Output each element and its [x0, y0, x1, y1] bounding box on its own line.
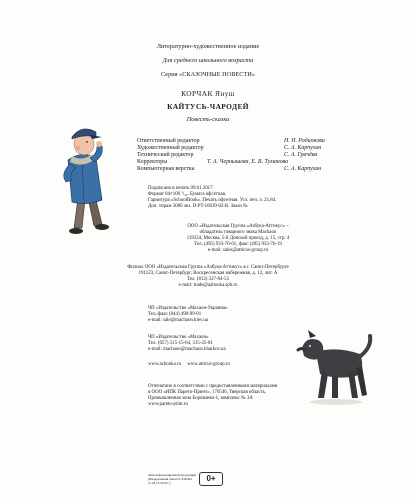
- credit-line: [137, 138, 325, 145]
- dog-illustration: [296, 318, 378, 408]
- age-sign-caption-line: Знак информационной продукции: [148, 473, 196, 477]
- age-sign-caption-line: (Федеральный закон № 436-ФЗ: [148, 477, 192, 482]
- series-name: Серия «СКАЗОЧНЫЕ ПОВЕСТИ»: [161, 71, 255, 78]
- print-line: Гарнитура «SchoolBook». Печать офсетная. Усл. печ. л. 21,84.: [148, 198, 277, 204]
- boy-illustration: [42, 120, 124, 240]
- print-line: Доп. тираж 3000 экз. D-PT-16039-02-R. Заказ №: [148, 204, 248, 210]
- age-note: Для среднего школьного возраста: [162, 57, 254, 64]
- credit-role: Компьютерная верстка: [137, 166, 195, 172]
- ukraine-line: e-mail: sale@machaon.kiev.ua: [148, 318, 208, 324]
- branch-line: 191123, Санкт-Петербург, Воскресенская набережная, д. 12, лит. А: [138, 271, 278, 277]
- credit-name: С. А. Карпухин: [284, 145, 322, 151]
- machaon-line: e-mail: machaon@machaon.kharkov.ua: [148, 347, 226, 353]
- book-title: КАЙТУСЬ-ЧАРОДЕЙ: [167, 102, 249, 111]
- machaon-info: [148, 335, 226, 353]
- printing-line: Отпечатано в соответствии с предоставленными материалами: [148, 384, 278, 389]
- publisher-info: [148, 224, 328, 254]
- credit-line: [137, 166, 321, 173]
- book-genre: Повесть-сказка: [186, 116, 230, 123]
- author-name: КОРЧАК Януш: [181, 89, 235, 98]
- publisher-line: Тел. (495) 933-76-01, факс (495) 933-76-19: [194, 242, 282, 248]
- printing-info: [148, 384, 277, 408]
- publisher-line: 119334, Москва, 5-й Донской проезд, д. 15, стр. 4: [186, 236, 290, 242]
- credit-role: Ответственный редактор: [137, 138, 200, 144]
- machaon-line: Тел. (057) 315-15-64, 315-25-81: [148, 341, 213, 347]
- print-line: Формат 84×100 ¹/₃₂. Бумага офсетная.: [148, 192, 227, 198]
- publisher-line: e-mail: sales@atticus-group.ru: [207, 248, 269, 254]
- edition-type: Литературно-художественное издание: [156, 43, 260, 50]
- credit-name: Т. А. Чернышева, Е. В. Туманова: [207, 159, 289, 165]
- branch-line: e-mail: trade@azbooka.spb.ru: [178, 283, 238, 289]
- machaon-line: ЧП «Издательство «Махаон»: [148, 335, 209, 340]
- publisher-line: обладатель товарного знака Machaon: [199, 230, 277, 236]
- age-sign-caption: [148, 473, 196, 485]
- printing-line: в ООО «ИПК Парето-Принт», 170546, Тверская область,: [148, 390, 267, 396]
- credit-role: Корректоры: [137, 159, 168, 165]
- ukraine-line: Тел./факс (044) 490-99-01: [148, 312, 202, 318]
- credit-role: Художественный редактор: [137, 145, 204, 151]
- credit-name: С. А. Грачёва: [284, 152, 318, 158]
- ukraine-line: ЧП «Издательство «Махаон-Украина»: [148, 306, 228, 311]
- publisher-line: ООО «Издательская Группа «Азбука-Аттикус» –: [187, 224, 289, 229]
- age-rating-badge: 0+: [199, 472, 223, 486]
- print-info: [148, 186, 276, 210]
- credit-role: Технический редактор: [137, 152, 194, 158]
- credit-line: [137, 145, 321, 152]
- credit-line: [137, 152, 317, 159]
- ukraine-info: [148, 306, 228, 324]
- age-sign-caption-line: от 29.12.2010 г.): [148, 481, 171, 486]
- printing-line: Промышленная зона Боровлево-1, комплекс № 3А: [148, 396, 253, 402]
- web-links: www.azbooka.ru www.atticus-group.ru: [148, 362, 230, 367]
- branch-info: [90, 265, 326, 289]
- credit-name: Н. Н. Родионова: [284, 138, 325, 144]
- branch-line: Филиал ООО «Издательская Группа «Азбука-Аттикус» в г. Санкт-Петербурге: [127, 265, 289, 270]
- printing-line: www.pareto-print.ru: [148, 402, 188, 408]
- branch-line: Тел. (812) 327-04-55: [186, 277, 230, 283]
- print-line: Подписано в печать 09.01.2017.: [148, 186, 214, 191]
- credit-line: [137, 159, 288, 166]
- credit-name: С. А. Карпухин: [284, 166, 322, 172]
